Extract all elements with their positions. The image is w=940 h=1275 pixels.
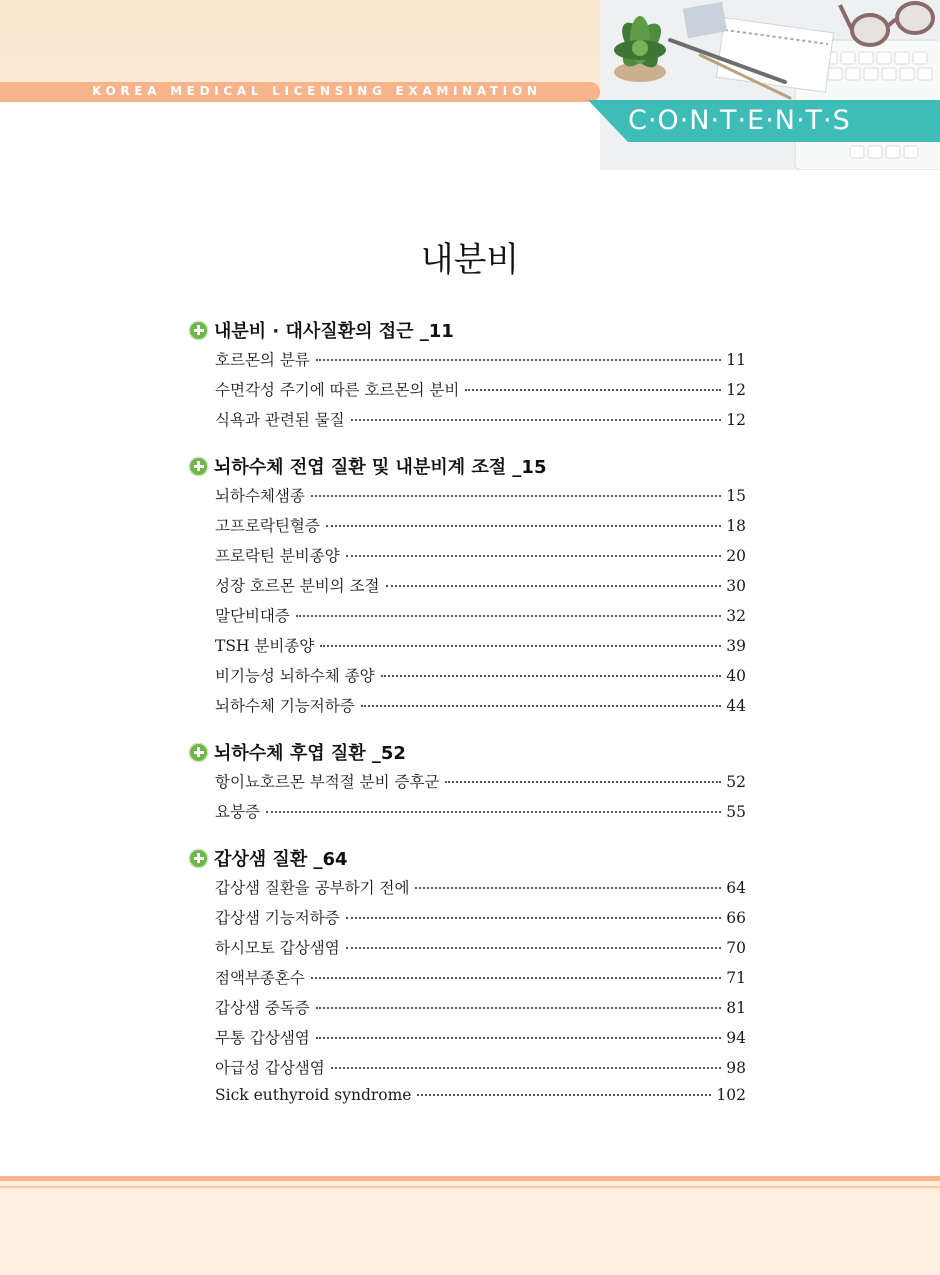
toc-entry[interactable] [190, 694, 746, 724]
dot-leader [465, 389, 721, 391]
dot-leader [346, 917, 722, 919]
entry-label: 갑상샘 질환을 공부하기 전에 [215, 879, 410, 897]
entry-label: 항이뇨호르몬 부적절 분비 증후군 [215, 773, 440, 791]
section-heading[interactable] [190, 738, 746, 766]
entry-page-number: 39 [726, 637, 746, 655]
footer-band [0, 1176, 940, 1275]
dot-leader [316, 1037, 722, 1039]
footer-line [0, 1176, 940, 1181]
section-heading[interactable] [190, 316, 746, 344]
toc-entry[interactable] [190, 514, 746, 544]
section-title: 뇌하수체 전엽 질환 및 내분비계 조절 _15 [214, 457, 547, 478]
dot-leader [311, 495, 721, 497]
entry-page-number: 94 [726, 1029, 746, 1047]
toc-entry[interactable] [190, 484, 746, 514]
toc-entry[interactable] [190, 1086, 746, 1116]
dot-leader [331, 1067, 722, 1069]
toc-section-approach [190, 316, 746, 438]
toc-section-posterior-pituitary [190, 738, 746, 830]
entry-label: 하시모토 갑상샘염 [215, 939, 340, 957]
entry-label: 갑상샘 기능저하증 [215, 909, 340, 927]
toc-entry[interactable] [190, 966, 746, 996]
page-title: 내분비 [420, 240, 520, 280]
entry-page-number: 32 [726, 607, 746, 625]
entry-label: 요붕증 [215, 803, 260, 821]
entry-page-number: 55 [726, 803, 746, 821]
section-title: 내분비 · 대사질환의 접근 _11 [214, 321, 454, 342]
toc-entry[interactable] [190, 378, 746, 408]
entry-label: 성장 호르몬 분비의 조절 [215, 577, 380, 595]
entry-label: 갑상샘 중독증 [215, 999, 310, 1017]
header-photo [600, 0, 940, 170]
entry-page-number: 52 [726, 773, 746, 791]
dot-leader [346, 947, 722, 949]
entry-page-number: 40 [726, 667, 746, 685]
desk-photo-illustration [600, 0, 940, 170]
dot-leader [417, 1094, 711, 1096]
entry-label: 프로락틴 분비종양 [215, 547, 340, 565]
entry-label: 뇌하수체샘종 [215, 487, 305, 505]
entry-page-number: 15 [726, 487, 746, 505]
dot-leader [296, 615, 721, 617]
footer-line-secondary [0, 1186, 940, 1188]
entry-label: 호르몬의 분류 [215, 351, 310, 369]
exam-label: KOREA MEDICAL LICENSING EXAMINATION [92, 84, 542, 98]
toc-entry[interactable] [190, 664, 746, 694]
toc-entry[interactable] [190, 574, 746, 604]
entry-page-number: 12 [726, 411, 746, 429]
section-heading[interactable] [190, 452, 746, 480]
entry-page-number: 66 [726, 909, 746, 927]
dot-leader [320, 645, 721, 647]
entry-page-number: 30 [726, 577, 746, 595]
entry-label: 수면각성 주기에 따른 호르몬의 분비 [215, 381, 460, 399]
entry-page-number: 81 [726, 999, 746, 1017]
toc-entry[interactable] [190, 876, 746, 906]
dot-leader [316, 1007, 722, 1009]
dot-leader [361, 705, 722, 707]
toc-entry[interactable] [190, 906, 746, 936]
toc-entry[interactable] [190, 770, 746, 800]
dot-leader [381, 675, 722, 677]
toc-entry[interactable] [190, 800, 746, 830]
dot-leader [386, 585, 722, 587]
plus-circle-icon [190, 322, 207, 339]
section-title: 갑상샘 질환 _64 [214, 849, 348, 870]
table-of-contents [190, 316, 746, 1130]
entry-page-number: 18 [726, 517, 746, 535]
dot-leader [326, 525, 721, 527]
entry-label: 말단비대증 [215, 607, 290, 625]
entry-page-number: 20 [726, 547, 746, 565]
entry-page-number: 64 [726, 879, 746, 897]
dot-leader [311, 977, 721, 979]
entry-page-number: 11 [726, 351, 746, 369]
entry-label: 아급성 갑상샘염 [215, 1059, 325, 1077]
toc-entry[interactable] [190, 1026, 746, 1056]
toc-section-anterior-pituitary [190, 452, 746, 724]
plus-circle-icon [190, 458, 207, 475]
toc-entry[interactable] [190, 544, 746, 574]
header-white-area [0, 102, 600, 170]
section-heading[interactable] [190, 844, 746, 872]
entry-label: 뇌하수체 기능저하증 [215, 697, 355, 715]
entry-label: 식욕과 관련된 물질 [215, 411, 345, 429]
toc-entry[interactable] [190, 1056, 746, 1086]
entry-label: 비기능성 뇌하수체 종양 [215, 667, 375, 685]
toc-entry[interactable] [190, 996, 746, 1026]
plus-circle-icon [190, 744, 207, 761]
section-title: 뇌하수체 후엽 질환 _52 [214, 743, 406, 764]
toc-entry[interactable] [190, 408, 746, 438]
plus-circle-icon [190, 850, 207, 867]
entry-label: Sick euthyroid syndrome [215, 1086, 412, 1104]
dot-leader [266, 811, 721, 813]
dot-leader [445, 781, 721, 783]
toc-entry[interactable] [190, 348, 746, 378]
toc-entry[interactable] [190, 604, 746, 634]
entry-label: TSH 분비종양 [215, 637, 315, 655]
entry-label: 고프로락틴혈증 [215, 517, 320, 535]
entry-page-number: 70 [726, 939, 746, 957]
entry-label: 무통 갑상샘염 [215, 1029, 310, 1047]
entry-page-number: 98 [726, 1059, 746, 1077]
toc-entry[interactable] [190, 634, 746, 664]
contents-title: C·O·N·T·E·N·T·S [628, 105, 851, 136]
entry-page-number: 71 [726, 969, 746, 987]
dot-leader [351, 419, 722, 421]
toc-entry[interactable] [190, 936, 746, 966]
entry-page-number: 12 [726, 381, 746, 399]
dot-leader [346, 555, 722, 557]
entry-page-number: 44 [726, 697, 746, 715]
dot-leader [415, 887, 721, 889]
toc-section-thyroid [190, 844, 746, 1116]
entry-label: 점액부종혼수 [215, 969, 305, 987]
entry-page-number: 102 [716, 1086, 746, 1104]
dot-leader [316, 359, 722, 361]
